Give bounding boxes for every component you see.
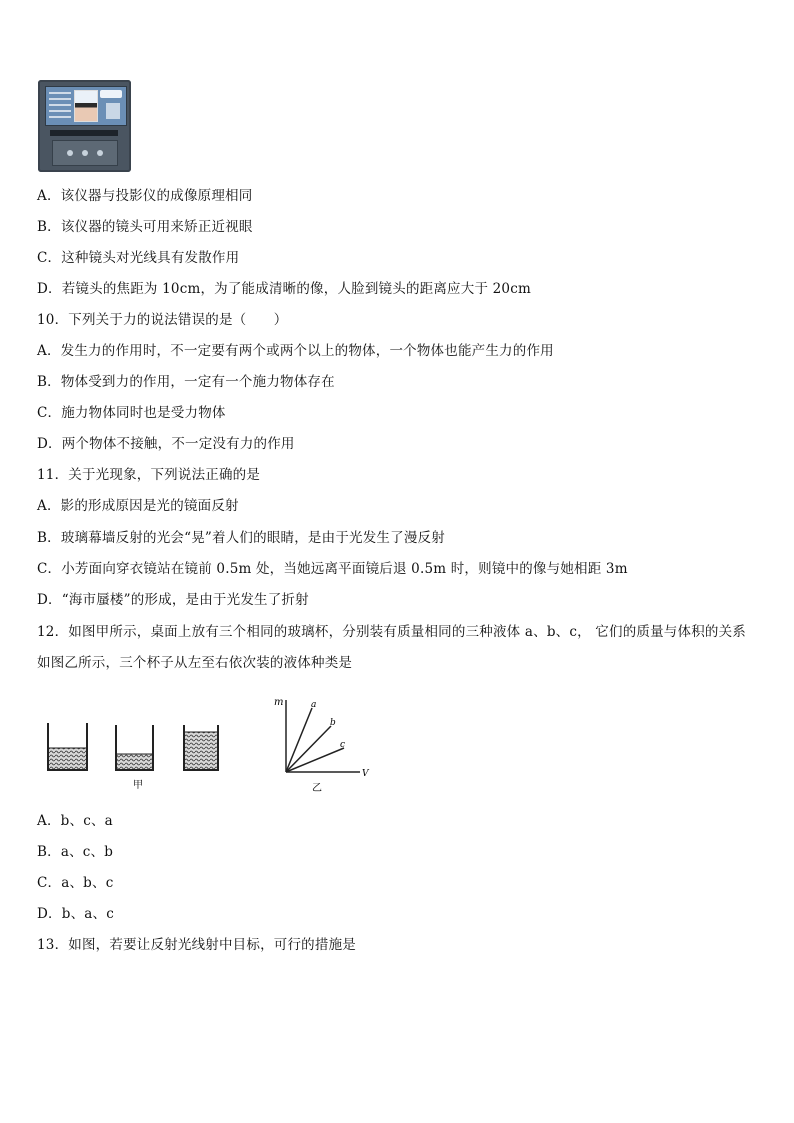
- beaker-1: [48, 723, 87, 770]
- device-screen: [45, 86, 127, 126]
- q10-stem: 10．下列关于力的说法错误的是（ ）: [37, 312, 288, 328]
- q12-option-c: C．a、b、c: [37, 875, 114, 891]
- q9-option-b: B．该仪器的镜头可用来矫正近视眼: [37, 219, 253, 235]
- q11-option-b: B．玻璃幕墙反射的光会“晃”着人们的眼睛，是由于光发生了漫反射: [37, 530, 445, 546]
- axis-label-v: V: [362, 769, 369, 779]
- q12-figure: [40, 690, 380, 800]
- brand-logo: [100, 90, 122, 98]
- axis-label-m: m: [274, 697, 284, 708]
- q12-stem: 12．如图甲所示，桌面上放有三个相同的玻璃杯，分别装有质量相同的三种液体 a、b、c， 它们的质量与体积的关系: [37, 624, 747, 640]
- q9-option-d: D．若镜头的焦距为 10cm，为了能成清晰的像，人脸到镜头的距离应大于 20cm: [37, 281, 531, 297]
- q11-stem: 11．关于光现象，下列说法正确的是: [37, 467, 261, 483]
- q12-option-b: B．a、c、b: [37, 844, 114, 860]
- beaker-3: [184, 725, 218, 770]
- card-slot: [50, 130, 118, 136]
- m-v-graph: [286, 700, 360, 772]
- face-photo: [74, 90, 98, 122]
- q13-stem: 13．如图，若要让反射光线射中目标，可行的措施是: [37, 937, 356, 953]
- device-photo: [38, 80, 131, 172]
- screen-side-panel: [106, 103, 120, 119]
- q11-option-a: A．影的形成原因是光的镜面反射: [37, 498, 239, 514]
- screen-text-block: [49, 92, 71, 118]
- q10-option-b: B．物体受到力的作用，一定有一个施力物体存在: [37, 374, 335, 390]
- q10-option-a: A．发生力的作用时，不一定要有两个或两个以上的物体，一个物体也能产生力的作用: [37, 343, 554, 359]
- q9-option-c: C．这种镜头对光线具有发散作用: [37, 250, 240, 266]
- label-yi: 乙: [312, 783, 322, 794]
- line-label-c: c: [340, 740, 346, 750]
- q10-option-d: D．两个物体不接触，不一定没有力的作用: [37, 436, 295, 452]
- q12-stem-continued: 如图乙所示，三个杯子从左至右依次装的液体种类是: [37, 655, 353, 671]
- label-jia: 甲: [133, 780, 143, 791]
- q11-option-c: C．小芳面向穿衣镜站在镜前 0.5m 处，当她远离平面镜后退 0.5m 时，则镜中的像与她相距 3m: [37, 561, 628, 577]
- q12-option-d: D．b、a、c: [37, 906, 114, 922]
- beaker-2: [116, 725, 153, 770]
- line-label-a: a: [311, 700, 317, 710]
- q11-option-d: D．“海市蜃楼”的形成，是由于光发生了折射: [37, 592, 309, 608]
- q10-option-c: C．施力物体同时也是受力物体: [37, 405, 226, 421]
- q9-option-a: A．该仪器与投影仪的成像原理相同: [37, 188, 253, 204]
- q12-option-a: A．b、c、a: [37, 813, 113, 829]
- card-reader: [52, 140, 118, 166]
- line-b: [286, 726, 331, 772]
- line-label-b: b: [330, 718, 336, 728]
